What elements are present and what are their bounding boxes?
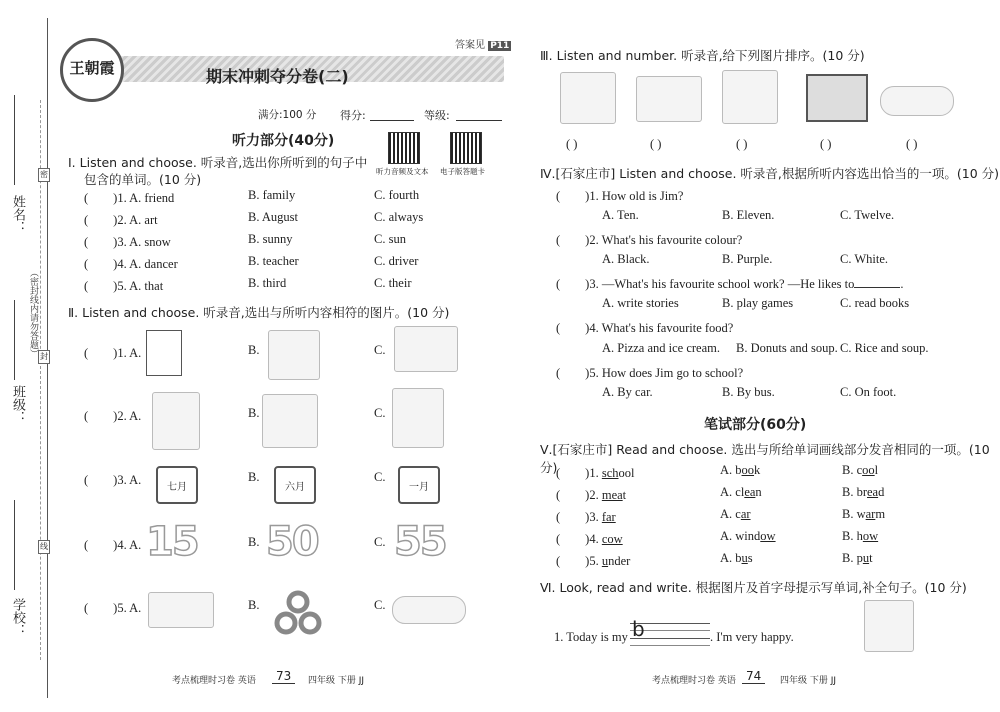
option-b: B. [248, 470, 260, 484]
classroom-kids-image [636, 76, 702, 122]
list-item[interactable]: ( )5. How does Jim go to school? [556, 366, 744, 380]
option-c: C. sun [374, 232, 406, 246]
option-b: B. [248, 535, 260, 549]
paper-pen-image [394, 326, 458, 372]
option-c: C. [374, 535, 386, 549]
list-item[interactable]: ( )2. A. art [84, 213, 158, 227]
option-b: B. warm [842, 507, 886, 521]
umbrella-girl-image [722, 70, 778, 124]
painting-boy-image [152, 392, 200, 450]
abcd-letters-image [268, 330, 320, 380]
option-a: A. bus [720, 551, 753, 565]
option-b: B. By bus. [722, 385, 775, 399]
option-b: B. Donuts and soup. [736, 341, 838, 355]
option-b: B. August [248, 210, 299, 224]
option-a: A. clean [720, 485, 762, 499]
singing-girl-image [392, 388, 444, 448]
answer-reference: 答案见 P11 [455, 40, 510, 51]
option-b: B. third [248, 276, 287, 290]
list-item[interactable]: ( )1. How old is Jim? [556, 189, 684, 203]
page-number-left: 73 [272, 669, 295, 684]
class-label: 班级： [10, 385, 25, 424]
list-item[interactable]: ( )2. A. [84, 409, 142, 423]
option-c: C. [374, 598, 386, 612]
option-b: B. family [248, 188, 296, 202]
option-c: C. read books [840, 296, 910, 310]
hot-dogs-image [392, 596, 466, 624]
list-item[interactable]: ( )5. under [556, 554, 631, 568]
option-b: B. Eleven. [722, 208, 775, 222]
name-label: 姓名： [10, 195, 25, 234]
full-score: 满分:100 分 [258, 109, 317, 121]
name-field-line [14, 95, 15, 185]
section-2-title: Ⅱ. Listen and choose. 听录音,选出与所听内容相符的图片。(10 分) [68, 305, 450, 320]
list-item[interactable]: ( )4. What's his favourite food? [556, 321, 734, 335]
qr-code-answer-sheet[interactable] [450, 132, 482, 164]
option-c: C. always [374, 210, 424, 224]
list-item[interactable]: ( )5. A. [84, 601, 142, 615]
q1-suffix: . I'm very happy. [710, 630, 794, 644]
option-a: A. Ten. [602, 208, 639, 222]
list-item[interactable]: ( )3. A. [84, 473, 142, 487]
option-b: B. [248, 598, 260, 612]
listening-heading: 听力部分(40分) [232, 133, 335, 149]
option-c: C. Rice and soup. [840, 341, 929, 355]
answer-paren[interactable]: ( ) [820, 137, 832, 151]
option-c: C. fourth [374, 188, 420, 202]
height-measure-image [560, 72, 616, 124]
section-1-title: Ⅰ. Listen and choose. 听录音,选出你所听到的句子中 [68, 155, 368, 170]
option-b: B. teacher [248, 254, 299, 268]
section-4-title: Ⅳ.[石家庄市] Listen and choose. 听录音,根据所听内容选出恰当的一项。(10 分) [540, 166, 1000, 181]
list-item[interactable]: ( )3. far [556, 510, 616, 524]
option-a: A. car [720, 507, 751, 521]
list-item[interactable]: ( )1. A. [84, 346, 142, 360]
answer-paren[interactable]: ( ) [650, 137, 662, 151]
number-image: 55 [394, 519, 446, 565]
qr-code-audio[interactable] [388, 132, 420, 164]
answer-paren[interactable]: ( ) [736, 137, 748, 151]
grade-label: 等级: [424, 109, 450, 122]
seal-box: 线 [38, 540, 50, 554]
hint-letter: b [632, 617, 645, 641]
score-label: 得分: [340, 109, 366, 122]
birthday-boy-image [864, 600, 914, 652]
number-image: 15 [146, 519, 198, 565]
option-b: B. bread [842, 485, 885, 499]
list-item[interactable]: ( )5. A. that [84, 279, 164, 293]
donuts-image [272, 590, 324, 636]
number-image: 50 [266, 519, 318, 565]
option-c: C. [374, 343, 386, 357]
seal-box: 封 [38, 350, 50, 364]
option-c: C. their [374, 276, 412, 290]
list-item[interactable]: ( )2. What's his favourite colour? [556, 233, 743, 247]
footer-left-grade: 四年级 下册 JJ [308, 676, 365, 686]
section-1-title-cont: 包含的单词。(10 分) [84, 172, 202, 187]
option-a: A. book [720, 463, 761, 477]
footer-left-text: 考点梳理时习卷 英语 [172, 676, 256, 686]
answer-paren[interactable]: ( ) [906, 137, 918, 151]
seal-note: （密封线内请勿答题） [28, 268, 38, 358]
fraction-card-image [146, 330, 182, 376]
list-item[interactable]: ( )3. A. snow [84, 235, 171, 249]
brand-logo [60, 38, 124, 102]
option-b: B. how [842, 529, 879, 543]
school-field-line [14, 500, 15, 590]
list-item[interactable]: ( )4. A. [84, 538, 142, 552]
option-b: B. [248, 343, 260, 357]
list-item[interactable]: ( )2. meat [556, 488, 627, 502]
grade-blank[interactable] [456, 120, 502, 121]
list-item[interactable]: ( )4. cow [556, 532, 623, 546]
calendar-image: 六月 [274, 466, 316, 504]
class-field-line [14, 300, 15, 380]
option-b: B. cool [842, 463, 879, 477]
option-b: B. sunny [248, 232, 293, 246]
writing-heading: 笔试部分(60分) [704, 417, 807, 433]
footer-right-text: 考点梳理时习卷 英语 [652, 676, 736, 686]
rug-image [880, 86, 954, 116]
answer-paren[interactable]: ( ) [566, 137, 578, 151]
option-a: A. window [720, 529, 776, 543]
footer-right-grade: 四年级 下册 JJ [780, 676, 837, 686]
four-line-writing-field[interactable] [630, 619, 710, 647]
list-item[interactable]: ( )1. A. friend [84, 191, 175, 205]
section-6-title: Ⅵ. Look, read and write. 根据图片及首字母提示写单词,补全句子。(10 分) [540, 580, 967, 595]
option-b: B. Purple. [722, 252, 773, 266]
option-c: C. White. [840, 252, 889, 266]
seal-dashed-line [40, 100, 41, 660]
option-b: B. put [842, 551, 873, 565]
option-c: C. On foot. [840, 385, 897, 399]
page-number-right: 74 [742, 669, 765, 684]
list-item[interactable]: ( )3. —What's his favourite school work? —He likes to . [556, 277, 904, 291]
ping-pong-image [262, 394, 318, 448]
option-c: C. Twelve. [840, 208, 895, 222]
option-a: A. Black. [602, 252, 650, 266]
option-a: A. write stories [602, 296, 679, 310]
option-c: C. driver [374, 254, 419, 268]
school-label: 学校： [10, 598, 25, 637]
section-3-title: Ⅲ. Listen and number. 听录音,给下列图片排序。(10 分) [540, 48, 865, 63]
calendar-image: 七月 [156, 466, 198, 504]
calendar-image: 一月 [398, 466, 440, 504]
cake-slices-image [148, 592, 214, 628]
option-a: A. Pizza and ice cream. [602, 341, 720, 355]
blackboard-image [806, 74, 868, 122]
list-item[interactable]: ( )4. A. dancer [84, 257, 178, 271]
option-c: C. [374, 470, 386, 484]
option-c: C. [374, 406, 386, 420]
list-item[interactable]: ( )1. school [556, 466, 635, 480]
logo-text: 王朝霞 [69, 59, 115, 77]
section-5-title: Ⅴ.[石家庄市] Read and choose. 选出与所给单词画线部分发音相同的一项。(10 分) [540, 442, 990, 475]
qr-label-answer-sheet: 电子版答题卡 [440, 167, 485, 176]
option-a: A. By car. [602, 385, 653, 399]
page-title: 期末冲刺夺分卷(二) [206, 67, 349, 86]
option-b: B. [248, 406, 260, 420]
seal-box: 密 [38, 168, 50, 182]
binding-margin [0, 0, 52, 712]
qr-label-audio: 听力音频及文本 [376, 167, 429, 176]
q1-prefix: 1. Today is my [554, 630, 628, 644]
score-blank[interactable] [370, 120, 414, 121]
option-b: B. play games [722, 296, 794, 310]
